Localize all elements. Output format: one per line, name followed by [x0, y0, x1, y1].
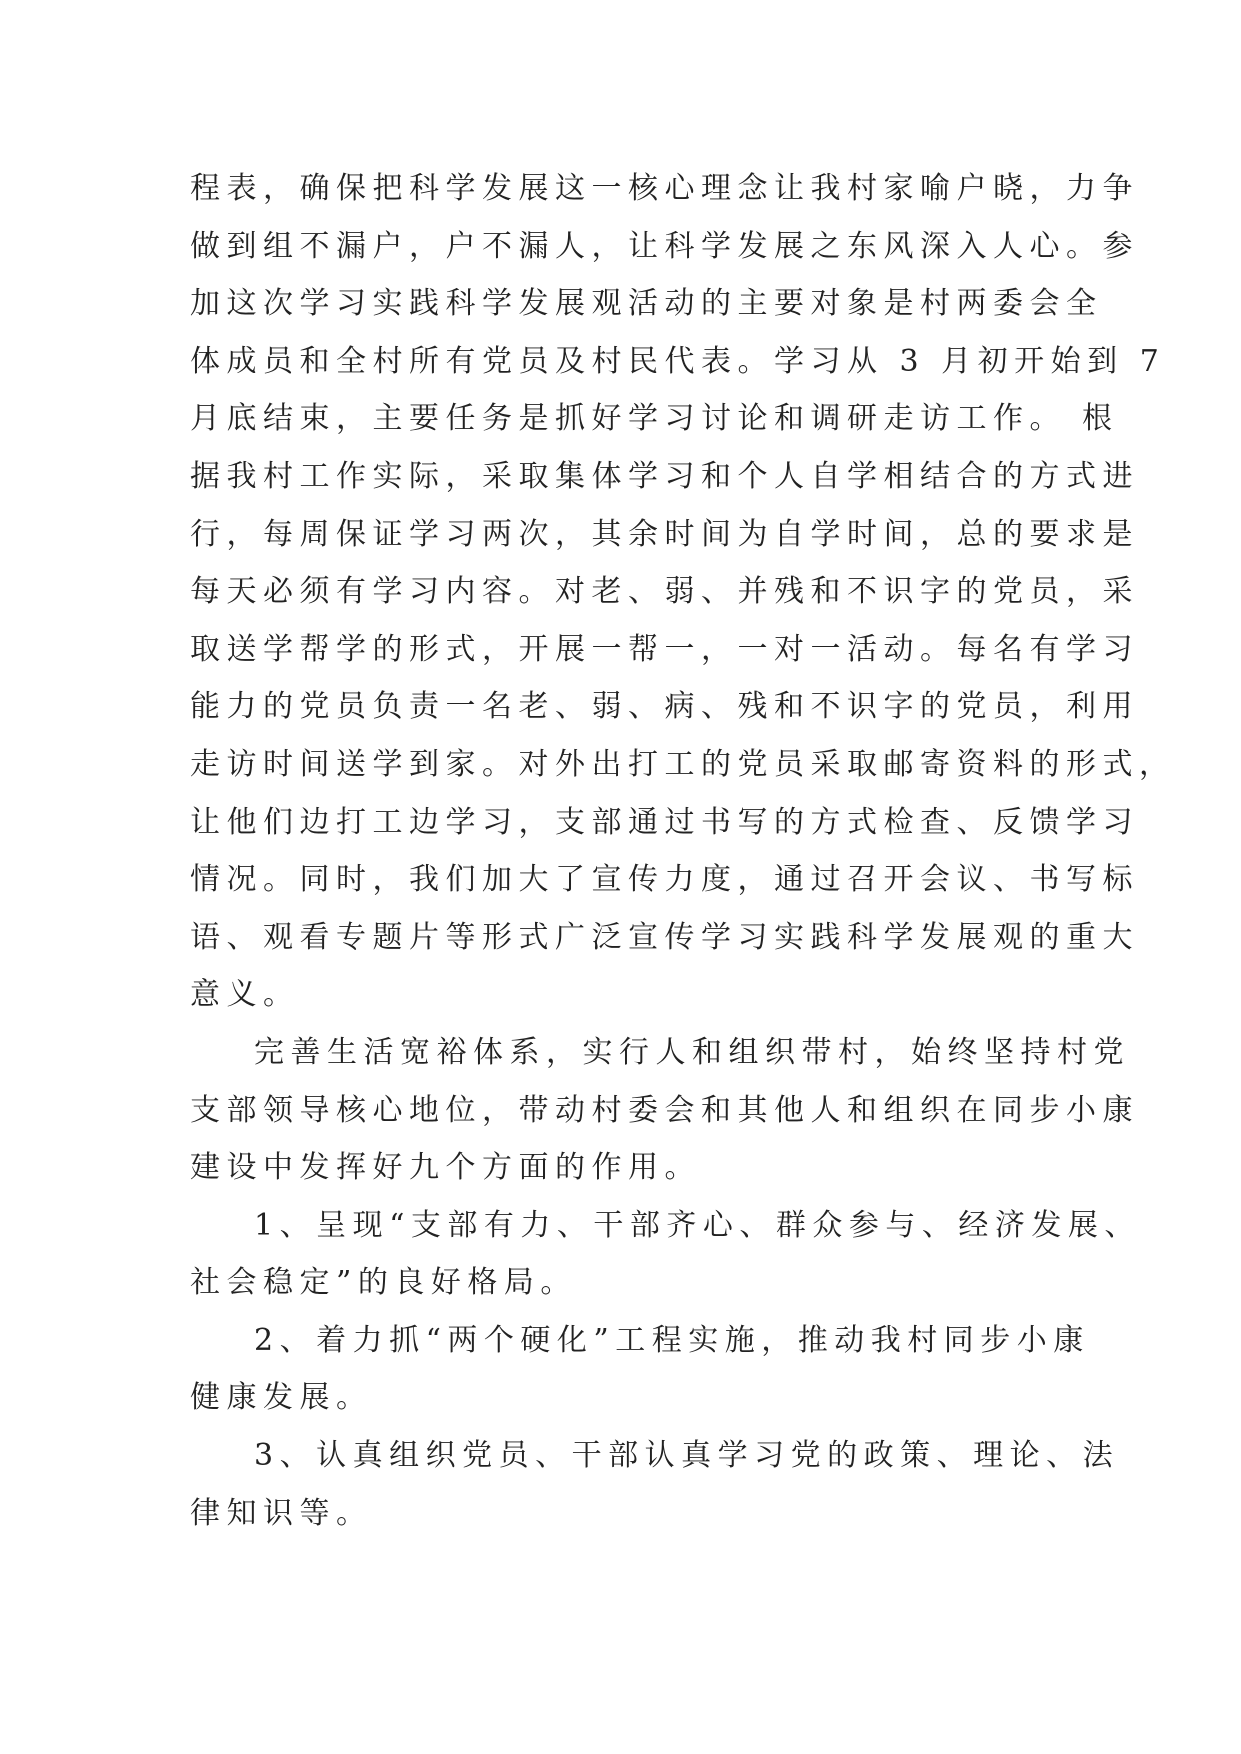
paragraph-2 — [190, 1024, 1139, 1197]
text-line: 体成员和全村所有党员及村民代表。学习从 3 月初开始到 7 — [190, 343, 1166, 379]
text-line: 做到组不漏户，户不漏人，让科学发展之东风深入人心。参 — [190, 228, 1139, 264]
text-line: 每天必须有学习内容。对老、弱、并残和不识字的党员，采 — [190, 574, 1139, 610]
text-line: 建设中发挥好九个方面的作用。 — [190, 1150, 701, 1186]
text-line: 3、认真组织党员、干部认真学习党的政策、理论、法 — [254, 1438, 1120, 1474]
text-line: 加这次学习实践科学发展观活动的主要对象是村两委会全 — [190, 286, 1103, 322]
text-line: 行，每周保证学习两次，其余时间为自学时间，总的要求是 — [190, 516, 1139, 552]
text-line: 社会稳定”的良好格局。 — [190, 1265, 577, 1301]
list-item-1 — [190, 1197, 1141, 1312]
text-line: 律知识等。 — [190, 1495, 373, 1531]
text-line: 走访时间送学到家。对外出打工的党员采取邮寄资料的形式， — [190, 746, 1176, 782]
list-item-2 — [190, 1312, 1090, 1427]
body-text — [190, 160, 1176, 1542]
text-line: 语、观看专题片等形式广泛宣传学习实践科学发展观的重大 — [190, 919, 1139, 955]
text-line: 1、呈现“支部有力、干部齐心、群众参与、经济发展、 — [254, 1207, 1141, 1243]
text-line: 支部领导核心地位，带动村委会和其他人和组织在同步小康 — [190, 1092, 1139, 1128]
text-line: 程表，确保把科学发展这一核心理念让我村家喻户晓，力争 — [190, 171, 1139, 206]
text-line: 情况。同时，我们加大了宣传力度，通过召开会议、书写标 — [190, 862, 1139, 898]
text-line: 能力的党员负责一名老、弱、病、残和不识字的党员，利用 — [190, 689, 1139, 725]
text-line: 意义。 — [190, 977, 300, 1013]
text-line: 2、着力抓“两个硬化”工程实施，推动我村同步小康 — [254, 1322, 1090, 1358]
text-line: 据我村工作实际，采取集体学习和个人自学相结合的方式进 — [190, 458, 1139, 494]
paragraph-1 — [190, 160, 1176, 1024]
text-line: 完善生活宽裕体系，实行人和组织带村，始终坚持村党 — [254, 1034, 1130, 1070]
list-item-3 — [190, 1427, 1120, 1542]
text-line: 月底结束，主要任务是抓好学习讨论和调研走访工作。 根 — [190, 401, 1119, 437]
text-line: 取送学帮学的形式，开展一帮一，一对一活动。每名有学习 — [190, 631, 1139, 667]
text-line: 健康发展。 — [190, 1380, 373, 1416]
text-line: 让他们边打工边学习，支部通过书写的方式检查、反馈学习 — [190, 804, 1139, 840]
